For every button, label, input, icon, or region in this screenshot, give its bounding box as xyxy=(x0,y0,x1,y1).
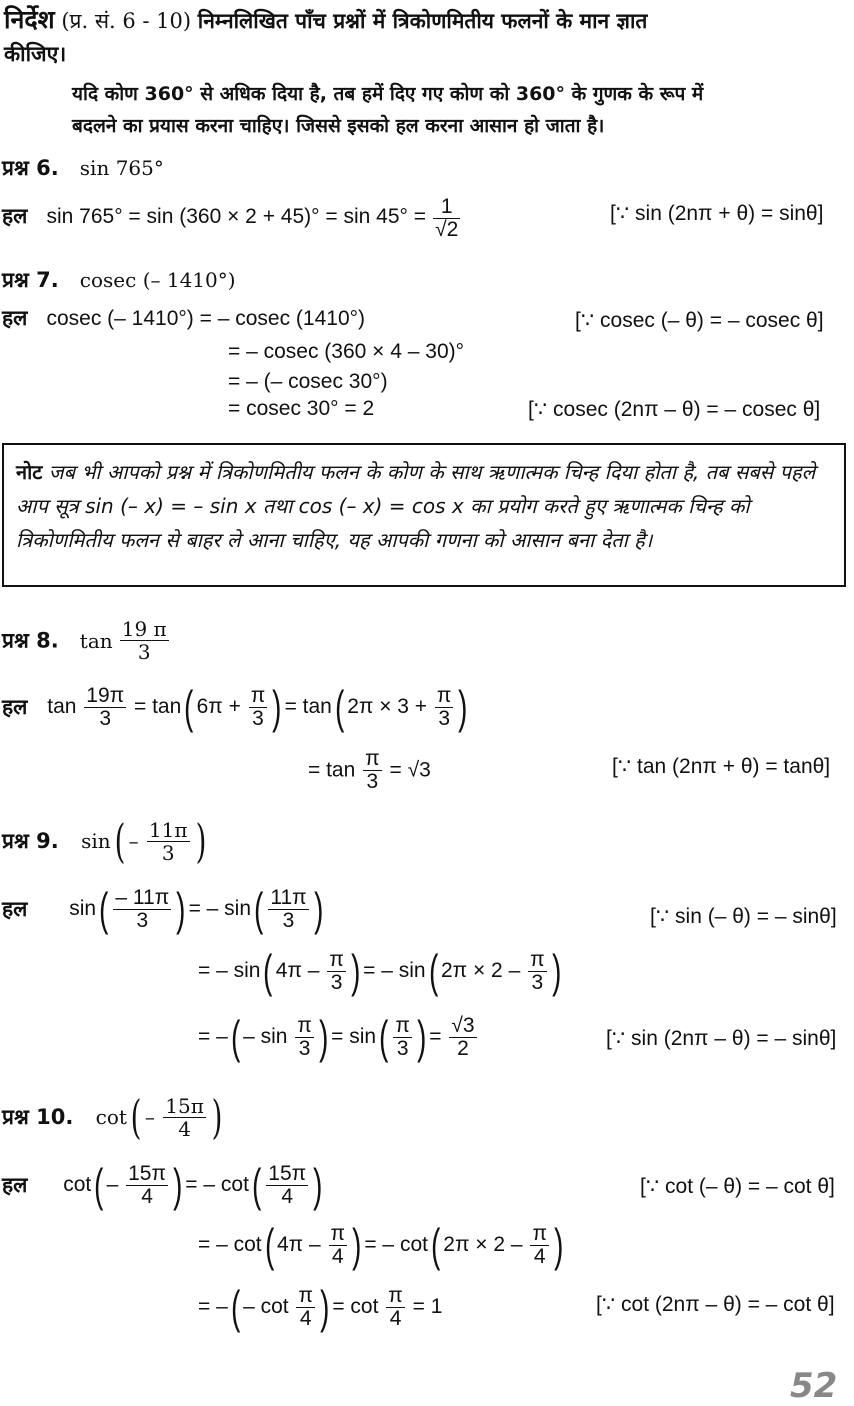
directive-line-1 xyxy=(4,2,647,36)
left-paren: ( xyxy=(230,1011,241,1063)
equals-minus: = – xyxy=(198,1025,228,1048)
equals: = xyxy=(429,1025,442,1048)
two-pi-times-3-term: 2π × 3 + xyxy=(347,695,428,718)
right-paren: ) xyxy=(320,1281,330,1333)
11pi-over-3-fraction: $\frac{11\pi}{3}$ xyxy=(270,885,307,932)
question-8-fn: tan xyxy=(79,628,113,653)
question-9-fraction: $\frac{11\pi}{3}$ xyxy=(148,817,188,865)
page-number: 52 xyxy=(790,1366,838,1406)
pi-over-3-fraction: $\frac{\pi}{3}$ xyxy=(329,947,344,994)
question-6 xyxy=(2,154,164,182)
root3-over-2-fraction: $\frac{√3}{2}$ xyxy=(451,1013,475,1060)
note-label: नोट xyxy=(16,460,43,484)
question-8 xyxy=(2,618,171,663)
left-paren: ( xyxy=(334,681,345,733)
15pi-over-4-fraction: $\frac{15\pi}{4}$ xyxy=(128,1161,166,1208)
right-paren: ) xyxy=(551,945,561,997)
right-paren: ) xyxy=(416,1011,427,1063)
right-paren: ) xyxy=(458,681,468,733)
result-one: = 1 xyxy=(412,1295,443,1318)
solution-9-line-1 xyxy=(2,883,326,935)
pi-over-4-fraction: $\frac{\pi}{4}$ xyxy=(298,1283,313,1330)
result-root3: = √3 xyxy=(389,758,431,782)
four-pi-minus: 4π – xyxy=(276,1233,321,1256)
solution-6-line-1 xyxy=(2,196,462,241)
solution-8-fraction: $\frac{19\pi}{3}$ xyxy=(86,683,125,730)
15pi-over-4-fraction: $\frac{15\pi}{4}$ xyxy=(268,1161,307,1208)
right-paren: ) xyxy=(318,1011,329,1063)
left-paren: ( xyxy=(230,1281,241,1333)
left-paren: ( xyxy=(114,814,125,868)
two-pi-times-2-minus: 2π × 2 – xyxy=(440,959,521,982)
solution-7-line-1 xyxy=(2,304,365,332)
question-9-label: प्रश्न 9. xyxy=(2,829,59,853)
question-10-fn: cot xyxy=(95,1105,127,1129)
pi-over-3-fraction: $\frac{\pi}{3}$ xyxy=(250,683,266,730)
solution-10-line-1 xyxy=(2,1159,325,1211)
equals-tan-3: = tan xyxy=(308,758,356,782)
pi-over-4-fraction: $\frac{\pi}{4}$ xyxy=(388,1283,403,1330)
solution-9-line-3 xyxy=(198,1011,479,1063)
pi-over-4-fraction: $\frac{\pi}{4}$ xyxy=(330,1221,345,1268)
question-6-expr: sin 765° xyxy=(79,156,164,180)
question-10-label: प्रश्न 10. xyxy=(2,1105,74,1129)
left-paren: ( xyxy=(379,1011,389,1063)
directive-range: (प्र. सं. 6 - 10) xyxy=(61,9,192,33)
note-text: जब भी आपको प्रश्न में त्रिकोणमितीय फलन के कोण के साथ ऋणात्मक चिन्ह दिया होता है, तब सबसे पहले आप सूत्र sin (– x) = – sin x तथा cos (– x) = cos x का प्रयोग करते हुए ऋणात्मक चिन्ह को त्रिकोणमितीय फलन से बाहर ले आना चाहिए, यह आपकी गणना को आसान बना देता है। xyxy=(16,460,816,552)
solution-10-line-2 xyxy=(198,1219,566,1271)
equals-minus-sin: = – sin xyxy=(188,897,252,920)
minus-sign: – xyxy=(144,1105,155,1129)
solution-7-line-4: = cosec 30° = 2 xyxy=(228,397,375,420)
left-paren: ( xyxy=(254,883,264,935)
solution-10-reason-1: [∵ cot (– θ) = – cot θ] xyxy=(640,1175,835,1198)
equals-minus-sin: = – sin xyxy=(198,959,261,982)
left-paren: ( xyxy=(428,945,438,997)
pi-over-3-fraction: $\frac{\pi}{3}$ xyxy=(365,747,380,793)
left-paren: ( xyxy=(130,1090,142,1144)
solution-8-reason: [∵ tan (2nπ + θ) = tanθ] xyxy=(612,755,831,778)
directive-sub-1: यदि कोण 360° से अधिक दिया है, तब हमें दिए गए कोण को 360° के गुणक के रूप में xyxy=(72,83,704,105)
equals-minus-cot: = – cot xyxy=(364,1233,428,1256)
directive-line-2: कीजिए। xyxy=(4,42,67,66)
solution-8-line-2 xyxy=(308,748,431,793)
minus-sign: – xyxy=(128,829,139,853)
question-7-label: प्रश्न 7. xyxy=(2,268,59,292)
solution-7-reason-1: [∵ cosec (– θ) = – cosec θ] xyxy=(575,309,824,332)
left-paren: ( xyxy=(263,945,273,997)
equals-minus: = – xyxy=(198,1295,228,1318)
right-paren: ) xyxy=(313,1159,323,1211)
pi-over-4-fraction: $\frac{\pi}{4}$ xyxy=(532,1221,547,1268)
minus-sin: – sin xyxy=(243,1025,288,1048)
solution-6-label: हल xyxy=(2,204,28,228)
right-paren: ) xyxy=(272,681,282,733)
six-pi-term: 6π + xyxy=(196,695,241,718)
pi-over-3-fraction: $\frac{\pi}{3}$ xyxy=(395,1013,410,1060)
left-paren: ( xyxy=(184,681,194,733)
question-7 xyxy=(2,266,236,294)
minus-cot: – cot xyxy=(243,1295,289,1318)
right-paren: ) xyxy=(350,945,361,997)
solution-7-line-3: = – (– cosec 30°) xyxy=(228,370,388,393)
right-paren: ) xyxy=(211,1090,223,1144)
solution-6-reason: [∵ sin (2nπ + θ) = sinθ] xyxy=(610,202,824,225)
directive-label: निर्देश xyxy=(4,5,55,34)
solution-7-expr-1: cosec (– 1410°) = – cosec (1410°) xyxy=(46,307,366,330)
minus-sign: – xyxy=(106,1173,119,1196)
solution-8-fn: tan xyxy=(47,695,77,718)
question-7-expr: cosec (– 1410°) xyxy=(79,268,236,292)
left-paren: ( xyxy=(99,883,109,935)
equals-sin: = sin xyxy=(331,1025,377,1048)
directive-sub-2: बदलने का प्रयास करना चाहिए। जिससे इसको हल करना आसान हो जाता है। xyxy=(72,115,605,137)
solution-6-fraction: $\frac{1}{√2}$ xyxy=(435,195,459,241)
solution-7-reason-2: [∵ cosec (2nπ – θ) = – cosec θ] xyxy=(528,398,821,421)
pi-over-3-fraction: $\frac{\pi}{3}$ xyxy=(530,947,545,994)
solution-8-line-1 xyxy=(2,681,471,733)
pi-over-3-fraction: $\frac{\pi}{3}$ xyxy=(436,683,452,730)
right-paren: ) xyxy=(195,814,206,868)
right-paren: ) xyxy=(313,883,323,935)
directive-text-1: निम्नलिखित पाँच प्रश्नों में त्रिकोणमितीय फलनों के मान ज्ञात xyxy=(197,9,648,33)
equals-minus-sin: = – sin xyxy=(363,959,426,982)
right-paren: ) xyxy=(173,1159,183,1211)
sin-fn: sin xyxy=(69,897,97,920)
question-10 xyxy=(2,1090,226,1144)
solution-9-reason-1: [∵ sin (– θ) = – sinθ] xyxy=(650,905,837,928)
cot-fn: cot xyxy=(63,1173,92,1196)
equals-cot: = cot xyxy=(332,1295,379,1318)
solution-6-expr: sin 765° = sin (360 × 2 + 45)° = sin 45° = xyxy=(46,205,427,228)
left-paren: ( xyxy=(252,1159,262,1211)
question-8-label: प्रश्न 8. xyxy=(2,628,59,653)
equals-tan: = tan xyxy=(133,695,182,718)
note-box xyxy=(2,443,846,587)
four-pi-minus: 4π – xyxy=(275,959,320,982)
equals-tan-2: = tan xyxy=(284,695,332,718)
right-paren: ) xyxy=(352,1219,362,1271)
question-9 xyxy=(2,814,209,868)
solution-7-label: हल xyxy=(2,306,28,330)
solution-7-line-2: = – cosec (360 × 4 – 30)° xyxy=(228,340,465,363)
equals-minus-cot: = – cot xyxy=(198,1233,262,1256)
left-paren: ( xyxy=(264,1219,274,1271)
right-paren: ) xyxy=(554,1219,564,1271)
solution-9-reason-2: [∵ sin (2nπ – θ) = – sinθ] xyxy=(606,1027,837,1050)
right-paren: ) xyxy=(176,883,186,935)
pi-over-3-fraction: $\frac{\pi}{3}$ xyxy=(297,1013,312,1060)
solution-9-label: हल xyxy=(2,898,28,921)
question-6-label: प्रश्न 6. xyxy=(2,156,59,180)
question-8-fraction: $\frac{19 \pi}{3}$ xyxy=(121,617,167,664)
equals-minus-cot: = – cot xyxy=(185,1173,249,1196)
solution-10-reason-2: [∵ cot (2nπ – θ) = – cot θ] xyxy=(596,1293,835,1316)
solution-10-line-3 xyxy=(198,1281,443,1333)
left-paren: ( xyxy=(94,1159,104,1211)
solution-9-line-2 xyxy=(198,945,564,997)
question-10-fraction: $\frac{15\pi}{4}$ xyxy=(165,1093,204,1141)
solution-8-label: हल xyxy=(2,696,28,719)
solution-10-label: हल xyxy=(2,1174,28,1197)
neg-11pi-over-3-fraction: $\frac{- 11\pi}{3}$ xyxy=(115,885,170,932)
two-pi-times-2-minus: 2π × 2 – xyxy=(443,1233,523,1256)
question-9-fn: sin xyxy=(81,829,111,853)
left-paren: ( xyxy=(431,1219,441,1271)
